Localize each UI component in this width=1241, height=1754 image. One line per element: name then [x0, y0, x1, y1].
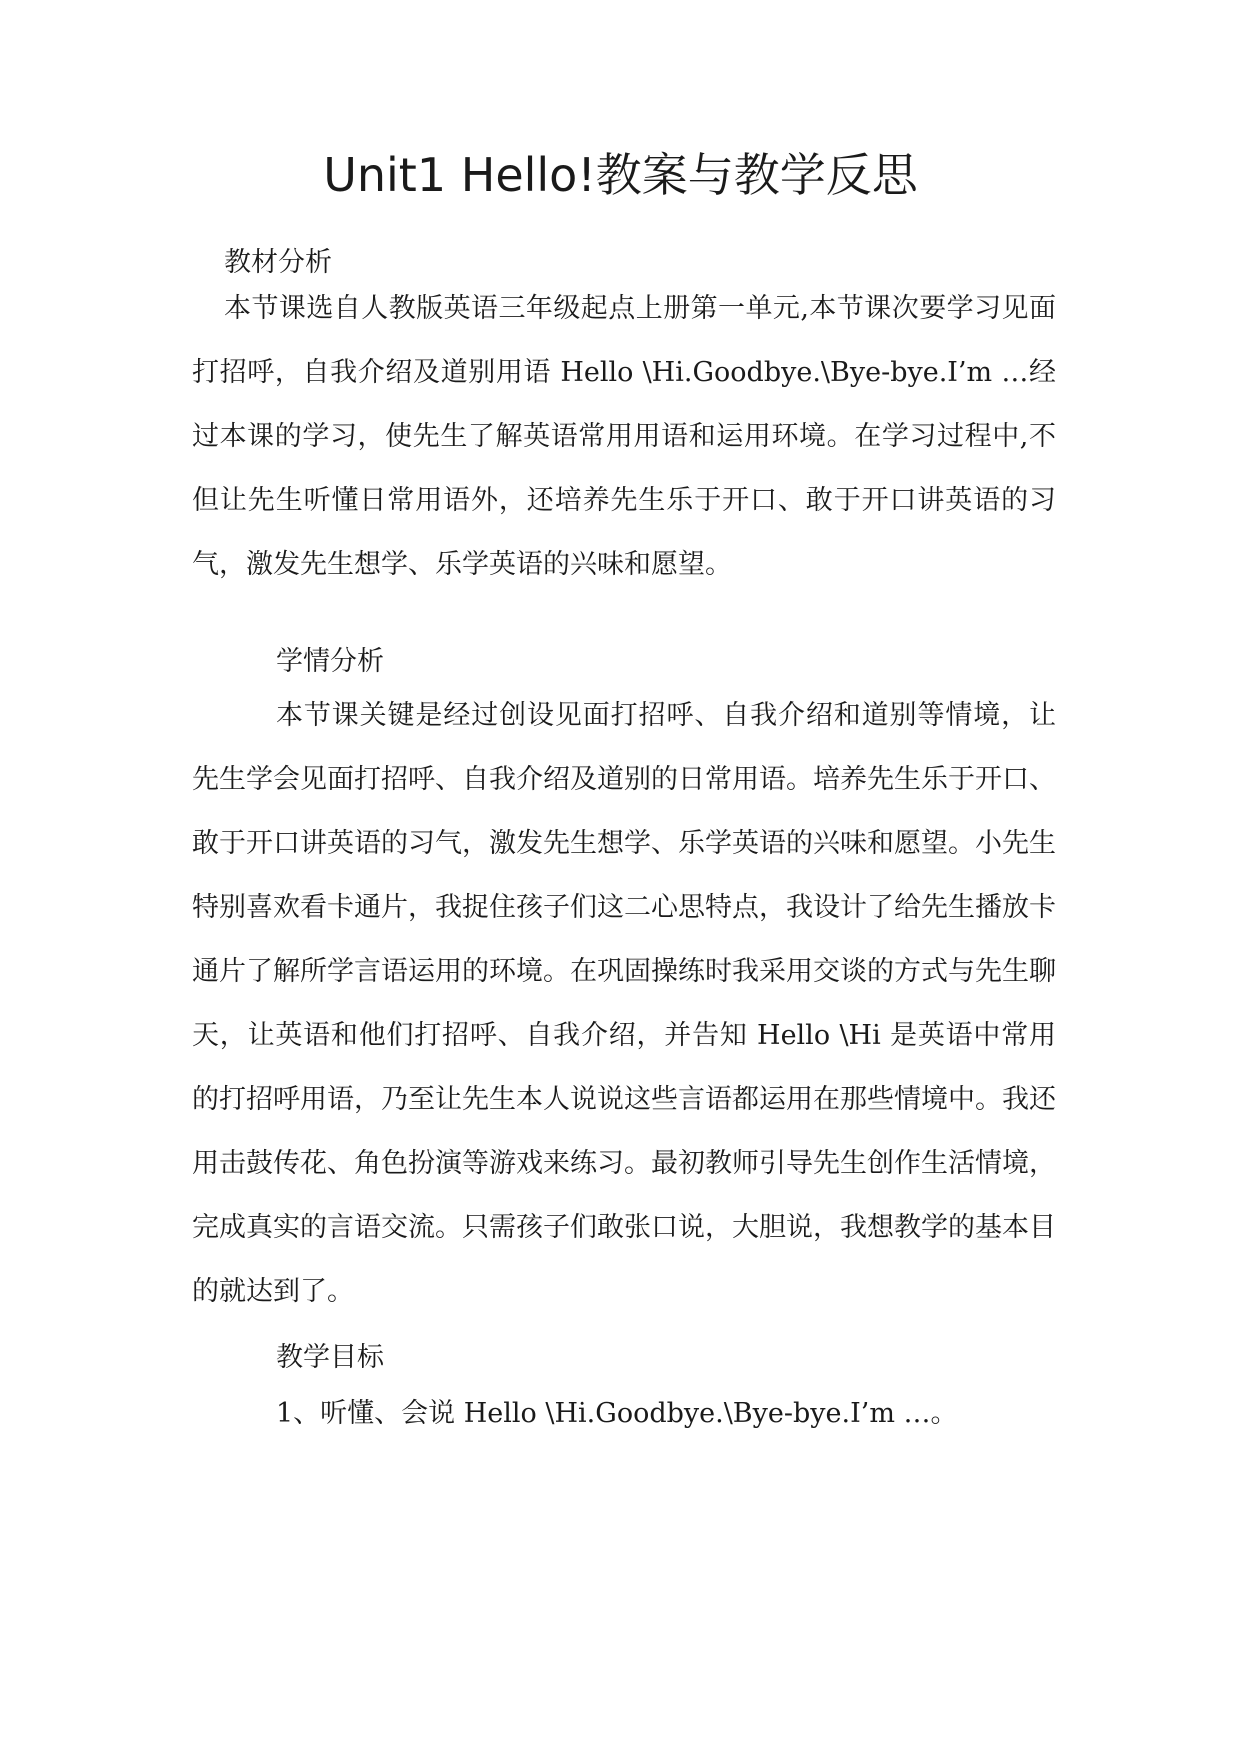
section-learning-analysis-body	[192, 684, 1056, 1324]
section-teaching-goals-item	[276, 1382, 1076, 1446]
paragraph: 本节课关键是经过创设见面打招呼、自我介绍和道别等情境，让先生学会见面打招呼、自我介绍及道别的日常用语。培养先生乐于开口、敢于开口讲英语的习气，激发先生想学、乐学英语的兴味和愿望。小先生特别喜欢看卡通片，我捉住孩子们这二心思特点，我设计了给先生播放卡通片了解所学言语运用的环境。在巩固操练时我采用交谈的方式与先生聊天，让英语和他们打招呼、自我介绍，并告知 Hello \Hi 是英语中常用的打招呼用语，乃至让先生本人说说这些言语都运用在那些情境中。我还用击鼓传花、角色扮演等游戏来练习。最初教师引导先生创作生活情境，完成真实的言语交流。只需孩子们敢张口说，大胆说，我想教学的基本目的就达到了。	[192, 700, 1056, 1307]
section-heading: 教材分析	[224, 247, 332, 278]
paragraph: 本节课选自人教版英语三年级起点上册第一单元,本节课次要学习见面打招呼，自我介绍及道别用语 Hello \Hi.Goodbye.\Bye-bye.I’m …经过本课的学习，使先生了解英语常用用语和运用环境。在学习过程中,不但让先生听懂日常用语外，还培养先生乐于开口、敢于开口讲英语的习气，激发先生想学、乐学英语的兴味和愿望。	[192, 293, 1056, 580]
goal-item: 1、听懂、会说 Hello \Hi.Goodbye.\Bye-bye.I’m …。	[276, 1398, 958, 1429]
section-heading: 学情分析	[276, 646, 384, 677]
section-teaching-goals-heading	[276, 1326, 1140, 1390]
document-title: Unit1 Hello!教案与教学反思	[323, 148, 918, 202]
section-heading: 教学目标	[276, 1342, 384, 1373]
section-textbook-analysis-body	[192, 277, 1056, 597]
